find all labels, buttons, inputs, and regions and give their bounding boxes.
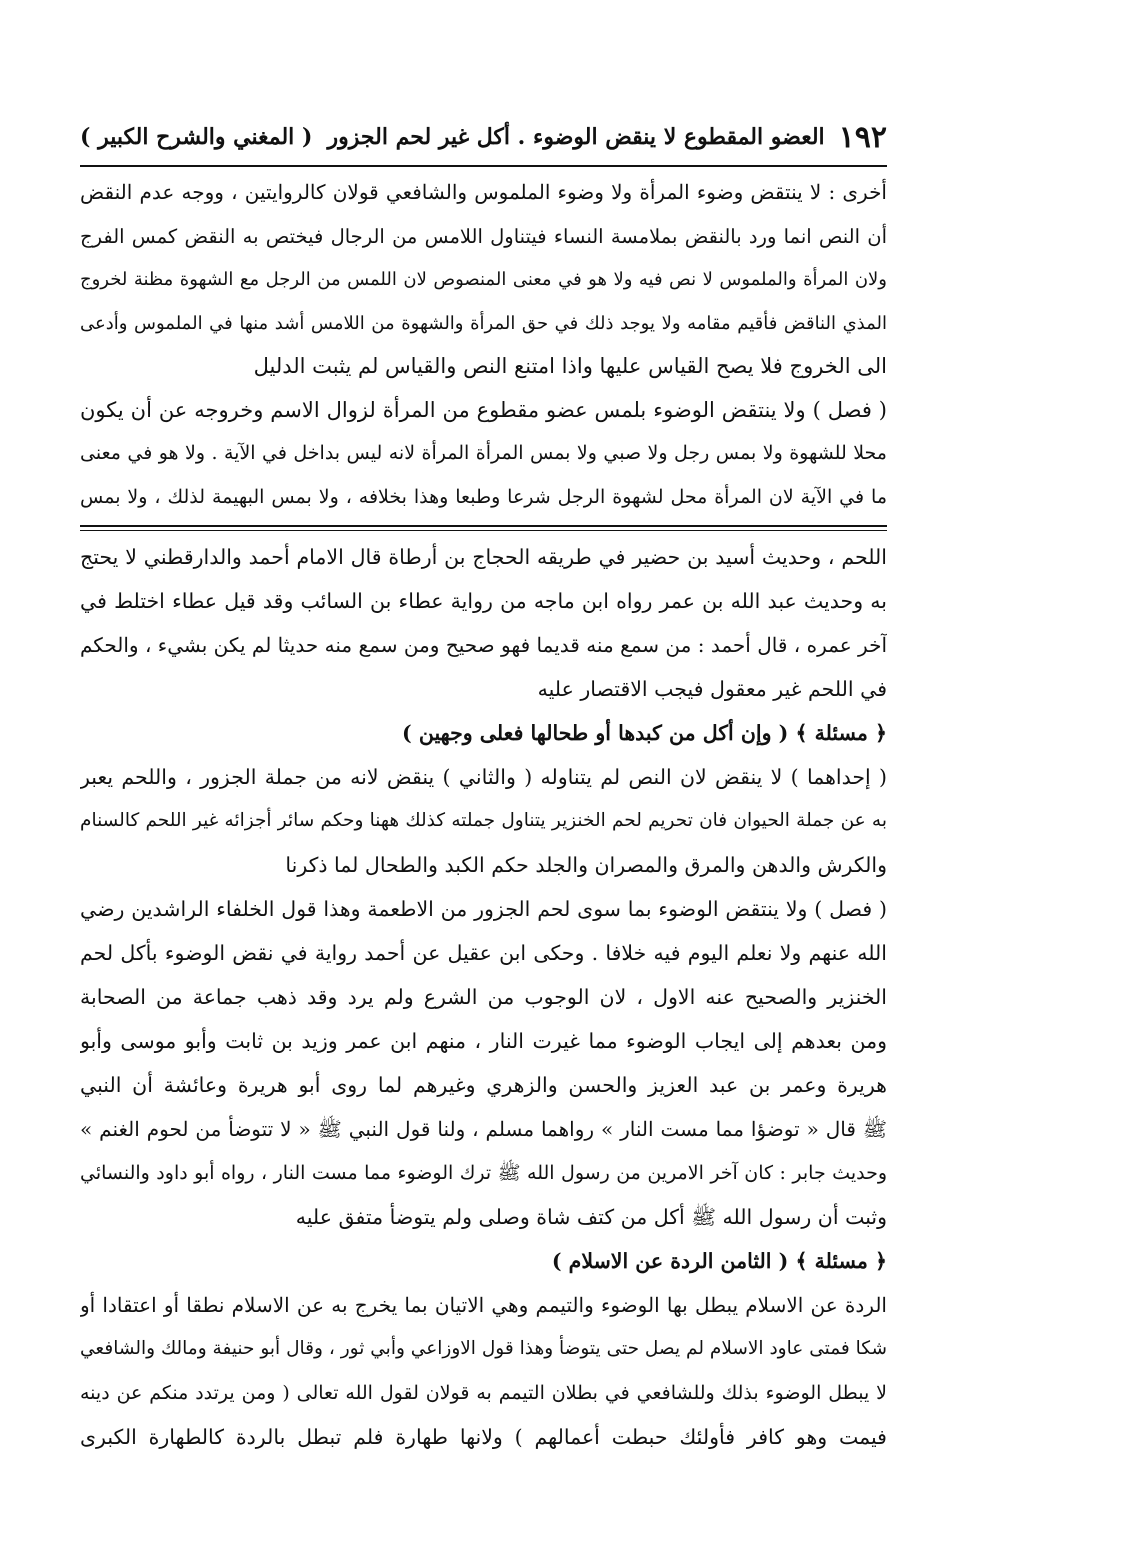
text-line: به عن جملة الحيوان فان تحريم لحم الخنزير يتناول جملته كذلك ههنا وحكم سائر أجزائه غير اللحم كالسنام <box>80 810 887 831</box>
section-divider <box>80 525 887 531</box>
book-page <box>80 115 887 1459</box>
text-line: شكا فمتى عاود الاسلام لم يصل حتى يتوضأ وهذا قول الاوزاعي وأبي ثور ، وقال أبو حنيفة ومالك والشافعي <box>80 1338 887 1359</box>
text-line: ﷺ قال « توضؤا مما مست النار » رواهما مسلم ، ولنا قول النبي ﷺ « لا تتوضأ من لحوم الغنم » <box>80 1117 887 1141</box>
text-line: فيمت وهو كافر فأولئك حبطت أعمالهم ) ولانها طهارة فلم تبطل بالردة كالطهارة الكبرى <box>80 1425 887 1449</box>
page-header <box>80 115 887 159</box>
text-line: الخنزير والصحيح عنه الاول ، لان الوجوب من الشرع ولم يرد وقد ذهب جماعة من الصحابة <box>80 985 887 1009</box>
header-rule <box>80 165 887 167</box>
text-line: وثبت أن رسول الله ﷺ أكل من كتف شاة وصلى ولم يتوضأ متفق عليه <box>295 1205 887 1229</box>
text-line: الله عنهم ولا نعلم اليوم فيه خلافا . وحكى ابن عقيل عن أحمد رواية في نقض الوضوء بأكل لحم <box>80 941 887 965</box>
text-line: في اللحم غير معقول فيجب الاقتصار عليه <box>537 677 887 701</box>
text-line: به وحديث عبد الله بن عمر رواه ابن ماجه من رواية عطاء بن السائب وقد قيل عطاء اختلط في <box>80 589 887 613</box>
text-line: هريرة وعمر بن عبد العزيز والحسن والزهري وغيرهم لما روى أبو هريرة وعائشة أن النبي <box>80 1073 887 1097</box>
text-line: أن النص انما ورد بالنقض بملامسة النساء فيتناول اللامس من الرجال فيختص به النقض كمس الفرج <box>80 224 887 248</box>
text-line: الردة عن الاسلام يبطل بها الوضوء والتيمم وهي الاتيان بما يخرج به عن الاسلام نطقا أو اعتقادا أو <box>80 1293 887 1317</box>
text-line: ( فصل ) ولا ينتقض الوضوء بما سوى لحم الجزور من الاطعمة وهذا قول الخلفاء الراشدين رضي <box>80 897 887 921</box>
text-line: ( فصل ) ولا ينتقض الوضوء بلمس عضو مقطوع من المرأة لزوال الاسم وخروجه عن أن يكون <box>80 397 887 422</box>
text-line: أخرى : لا ينتقض وضوء المرأة ولا وضوء الملموس والشافعي قولان كالروايتين ، ووجه عدم النقض <box>80 180 887 204</box>
masala-heading: ﴿ مسئلة ﴾ ( الثامن الردة عن الاسلام ) <box>551 1249 887 1273</box>
text-line: وحديث جابر : كان آخر الامرين من رسول الله ﷺ ترك الوضوء مما مست النار ، رواه أبو داود والنسائي <box>80 1162 887 1184</box>
header-right-group <box>328 120 887 155</box>
text-line: ما في الآية لان المرأة محل لشهوة الرجل شرعا وطبعا وهذا بخلافه ، ولا بمس البهيمة لذلك ، ولا بمس <box>80 485 887 508</box>
text-line: محلا للشهوة ولا بمس رجل ولا صبي ولا بمس المرأة المرأة لانه ليس بداخل في الآية . ولا هو في معنى <box>80 442 887 464</box>
masala-heading: ﴿ مسئلة ﴾ ( وإن أكل من كبدها أو طحالها فعلى وجهين ) <box>402 721 887 745</box>
text-line: آخر عمره ، قال أحمد : من سمع منه قديما فهو صحيح ومن سمع منه حديثا لم يكن بشيء ، والحكم <box>80 633 887 657</box>
text-line: الى الخروج فلا يصح القياس عليها واذا امتنع النص والقياس لم يثبت الدليل <box>253 354 887 378</box>
text-line: لا يبطل الوضوء بذلك وللشافعي في بطلان التيمم به قولان لقول الله تعالى ( ومن يرتدد منكم عن دينه <box>80 1382 887 1404</box>
text-line: المذي الناقض فأقيم مقامه ولا يوجد ذلك في حق المرأة والشهوة من اللامس أشد منها في الملموس وأدعى <box>80 312 887 334</box>
text-line: ومن بعدهم إلى ايجاب الوضوء مما غيرت النار ، منهم ابن عمر وزيد بن ثابت وأبو موسى وأبو <box>80 1029 887 1053</box>
text-line: اللحم ، وحديث أسيد بن حضير في طريقه الحجاج بن أرطاة قال الامام أحمد والدارقطني لا يحتج <box>80 545 887 569</box>
text-line: ( إحداهما ) لا ينقض لان النص لم يتناوله ( والثاني ) ينقض لانه من جملة الجزور ، واللحم يعبر <box>80 765 887 789</box>
page-number: ١٩٢ <box>838 119 887 155</box>
main-text <box>80 171 887 519</box>
book-title: ( المغني والشرح الكبير ) <box>80 124 313 150</box>
running-title: العضو المقطوع لا ينقض الوضوء . أكل غير لحم الجزور <box>327 124 825 150</box>
commentary-text <box>80 535 887 1459</box>
text-line: ولان المرأة والملموس لا نص فيه ولا هو في معنى المنصوص لان اللمس من الرجل مع الشهوة مظنة لخروج <box>80 269 887 290</box>
text-line: والكرش والدهن والمرق والمصران والجلد حكم الكبد والطحال لما ذكرنا <box>285 853 887 877</box>
